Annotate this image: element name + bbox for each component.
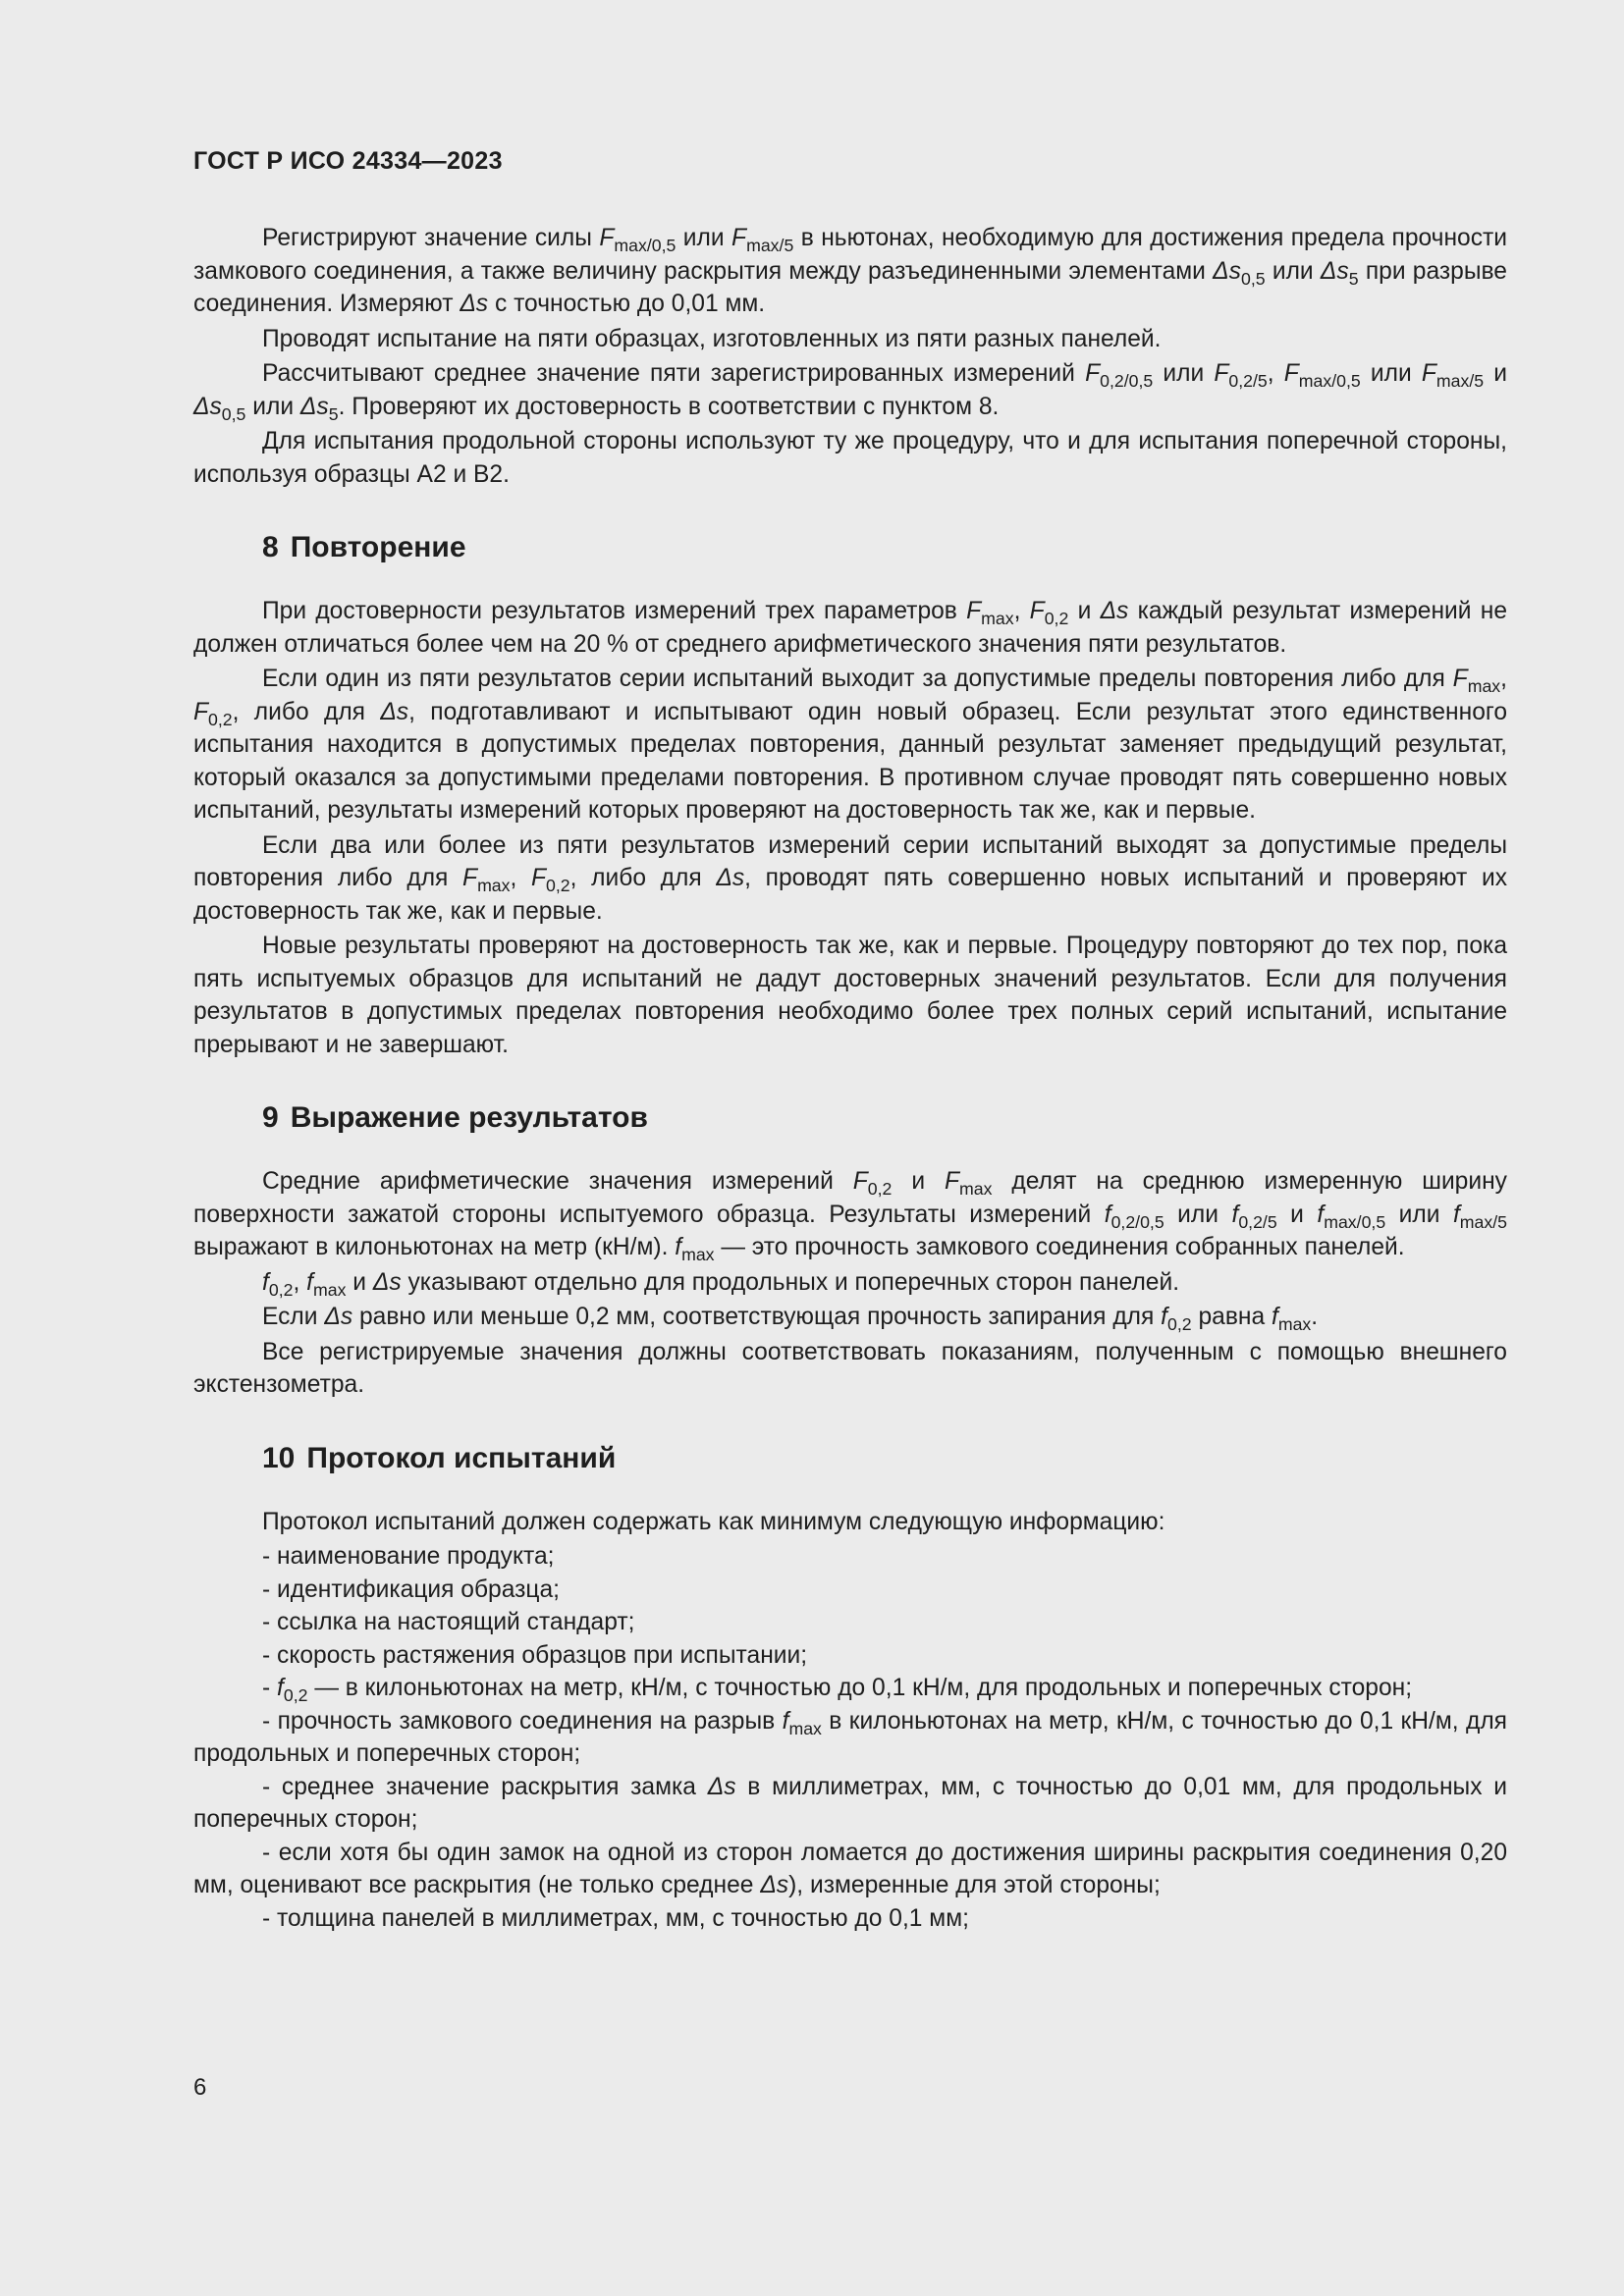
- list-item: - если хотя бы один замок на одной из сторон ломается до достижения ширины раскрытия соединения 0,20 мм, оценивают все раскрытия (не только среднее Δs), измеренные для этой стороны;: [193, 1839, 1507, 1898]
- paragraph: Все регистрируемые значения должны соответствовать показаниям, полученным с помощью внешнего экстензометра.: [193, 1338, 1507, 1398]
- paragraph: Рассчитывают среднее значение пяти зарегистрированных измерений $F_{0,2/0,5}$ или $F_{0,2/5}$, $F_{max/0,5}$ или $F_{max/5}$ и $\Delta s_{0,5}$ или $\Delta s_5$. Проверяют их достоверность в соответствии с пунктом 8.: [193, 360, 1507, 424]
- section-heading: 9 Выражение результатов: [262, 1101, 648, 1134]
- paragraph: Средние арифметические значения измерений $F_{0,2}$ и $F_{max}$ делят на среднюю измеренную ширину поверхности зажатой стороны испытуемого образца. Результаты измерений $f_{0,2/0,5}$ или $f_{0,2/5}$ и $f_{max/0,5}$ или $f_{max/5}$ выражают в килоньютонах на метр (кН/м). $f_{max}$ — это прочность замкового соединения собранных панелей.: [193, 1168, 1508, 1264]
- paragraph: Проводят испытание на пяти образцах, изготовленных из пяти разных панелей.: [262, 325, 1162, 352]
- paragraph: Для испытания продольной стороны используют ту же процедуру, что и для испытания поперечной стороны, используя образцы А2 и В2.: [193, 428, 1507, 488]
- list-item: - $f_{0,2}$ — в килоньютонах на метр, кН/м, с точностью до 0,1 кН/м, для продольных и поперечных сторон;: [262, 1675, 1413, 1705]
- paragraph: Если Δs равно или меньше 0,2 мм, соответствующая прочность запирания для $f_{0,2}$ равна $f_{max}$.: [262, 1304, 1319, 1334]
- list-item: - ссылка на настоящий стандарт;: [262, 1609, 635, 1635]
- list-item: - идентификация образца;: [262, 1575, 561, 1603]
- list-item: - наименование продукта;: [262, 1543, 555, 1570]
- list-item: - среднее значение раскрытия замка Δs в миллиметрах, мм, с точностью до 0,01 мм, для продольных и поперечных сторон;: [193, 1773, 1507, 1833]
- list-item: - прочность замкового соединения на разрыв $f_{max}$ в килоньютонах на метр, кН/м, с точностью до 0,1 кН/м, для продольных и поперечных сторон;: [193, 1707, 1507, 1767]
- page-body: [193, 222, 1507, 1935]
- list-item: - толщина панелей в миллиметрах, мм, с точностью до 0,1 мм;: [262, 1904, 969, 1932]
- section-heading: 10 Протокол испытаний: [262, 1441, 617, 1474]
- paragraph: При достоверности результатов измерений трех параметров $F_{max}$, $F_{0,2}$ и Δs каждый результат измерений не должен отличаться более чем на 20 % от среднего арифметического значения пяти результатов.: [193, 598, 1507, 658]
- paragraph: Если один из пяти результатов серии испытаний выходит за допустимые пределы повторения либо для $F_{max}$, $F_{0,2}$, либо для Δs, подготавливают и испытывают один новый образец. Если результат этого единственного испытания находится в допустимых пределах повторения, данный результат заменяет предыдущий результат, который оказался за допустимыми пределами повторения. В противном случае проводят пять совершенно новых испытаний, результаты измерений которых проверяют на достоверность так же, как и первые.: [193, 666, 1507, 824]
- paragraph: Регистрируют значение силы $F_{max/0,5}$ или $F_{max/5}$ в ньютонах, необходимую для достижения предела прочности замкового соединения, а также величину раскрытия между разъединенными элементами $\Delta s_{0,5}$ или $\Delta s_5$ при разрыве соединения. Измеряют Δs с точностью до 0,01 мм.: [193, 225, 1508, 317]
- page-number: 6: [193, 2074, 207, 2101]
- list-item: - скорость растяжения образцов при испытании;: [262, 1641, 808, 1669]
- document-header: ГОСТ Р ИСО 24334—2023: [193, 147, 503, 175]
- paragraph: Если два или более из пяти результатов измерений серии испытаний выходят за допустимые пределы повторения либо для $F_{max}$, $F_{0,2}$, либо для Δs, проводят пять совершенно новых испытаний и проверяют их достоверность так же, как и первые.: [193, 831, 1507, 925]
- paragraph: Новые результаты проверяют на достоверность так же, как и первые. Процедуру повторяют до тех пор, пока пять испытуемых образцов для испытаний не дадут достоверных значений результатов. Если для получения результатов в допустимых пределах повторения необходимо более трех полных серий испытаний, испытание прерывают и не завершают.: [193, 933, 1507, 1058]
- section-heading: 8 Повторение: [262, 531, 466, 563]
- paragraph: $f_{0,2}$, $f_{max}$ и Δs указывают отдельно для продольных и поперечных сторон панелей.: [262, 1268, 1180, 1300]
- paragraph: Протокол испытаний должен содержать как минимум следующую информацию:: [262, 1508, 1165, 1535]
